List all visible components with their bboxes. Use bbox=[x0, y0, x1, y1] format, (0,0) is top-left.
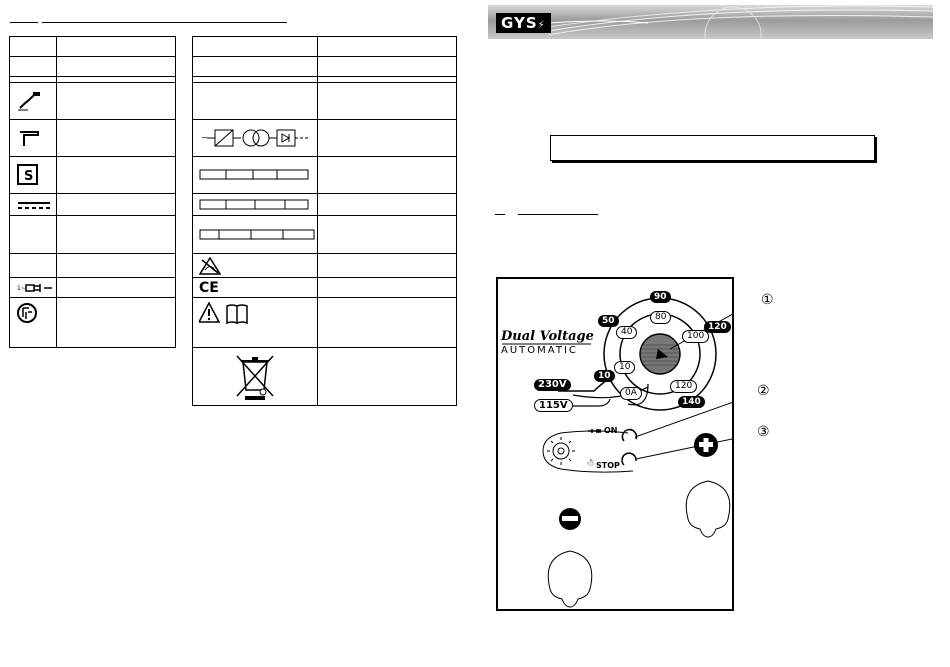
svg-text:1~: 1~ bbox=[17, 284, 26, 292]
direct-current-icon bbox=[10, 200, 56, 210]
rating-cells-icon bbox=[193, 229, 317, 241]
svg-text:~: ~ bbox=[201, 133, 208, 142]
brand-dual-voltage: Dual Voltage bbox=[501, 329, 594, 344]
dial-label-100: 100 bbox=[682, 330, 709, 343]
no-pacemaker-warning-icon bbox=[193, 257, 317, 275]
section-underline-long bbox=[518, 214, 598, 215]
dial-label-140: 140 bbox=[678, 396, 705, 408]
section-underline-short bbox=[495, 214, 505, 215]
voltage-115v-label: 115V bbox=[534, 399, 573, 412]
switch-stop-label: STOP bbox=[596, 461, 620, 470]
rating-cells-icon bbox=[193, 199, 317, 211]
switch-on-label: ON bbox=[604, 426, 618, 435]
stop-icon: ☃ bbox=[586, 458, 595, 469]
callout-2: ② bbox=[757, 383, 770, 399]
voltage-230v-label: 230V bbox=[534, 379, 571, 391]
power-plug-icon bbox=[10, 281, 56, 295]
ce-mark-text: CE bbox=[199, 279, 219, 296]
dial-label-0a: 0A bbox=[620, 387, 642, 400]
front-control-panel bbox=[496, 277, 734, 611]
svg-text:S: S bbox=[24, 169, 34, 184]
weee-crossed-bin-icon bbox=[193, 352, 317, 402]
dial-label-50: 50 bbox=[598, 315, 619, 327]
ce-mark-icon bbox=[193, 280, 317, 296]
dial-label-80: 80 bbox=[650, 311, 671, 324]
left-title-underline-short bbox=[10, 22, 38, 23]
gys-logo-text: GYS bbox=[501, 14, 538, 32]
electrode-holder-icon bbox=[10, 128, 56, 148]
empty-title-box bbox=[550, 135, 875, 161]
thermal-protection-icon bbox=[10, 298, 56, 324]
brand-header-band bbox=[488, 5, 933, 39]
dial-label-40: 40 bbox=[616, 326, 637, 339]
dial-label-10-outer: 10 bbox=[594, 370, 615, 382]
symbol-table-left bbox=[9, 36, 176, 348]
callout-1: ① bbox=[761, 292, 774, 308]
callout-3: ③ bbox=[757, 424, 770, 440]
rating-cells-icon bbox=[193, 169, 317, 181]
torch-icon bbox=[10, 90, 56, 112]
dial-label-120-outer: 120 bbox=[704, 321, 731, 333]
dial-label-120-inner: 120 bbox=[670, 380, 697, 393]
s-symbol-icon bbox=[10, 163, 56, 187]
dial-label-10-inner: 10 bbox=[614, 361, 635, 374]
symbol-table-middle bbox=[192, 36, 457, 406]
inverter-transformer-icon bbox=[193, 128, 317, 148]
warning-read-manual-icon bbox=[193, 298, 317, 324]
brand-automatic: AUTOMATIC bbox=[501, 345, 578, 356]
gys-logo: GYS⚡ bbox=[496, 13, 551, 33]
swoosh-decoration bbox=[488, 5, 933, 39]
dial-label-90: 90 bbox=[650, 291, 671, 303]
left-title-underline-long bbox=[42, 22, 287, 23]
